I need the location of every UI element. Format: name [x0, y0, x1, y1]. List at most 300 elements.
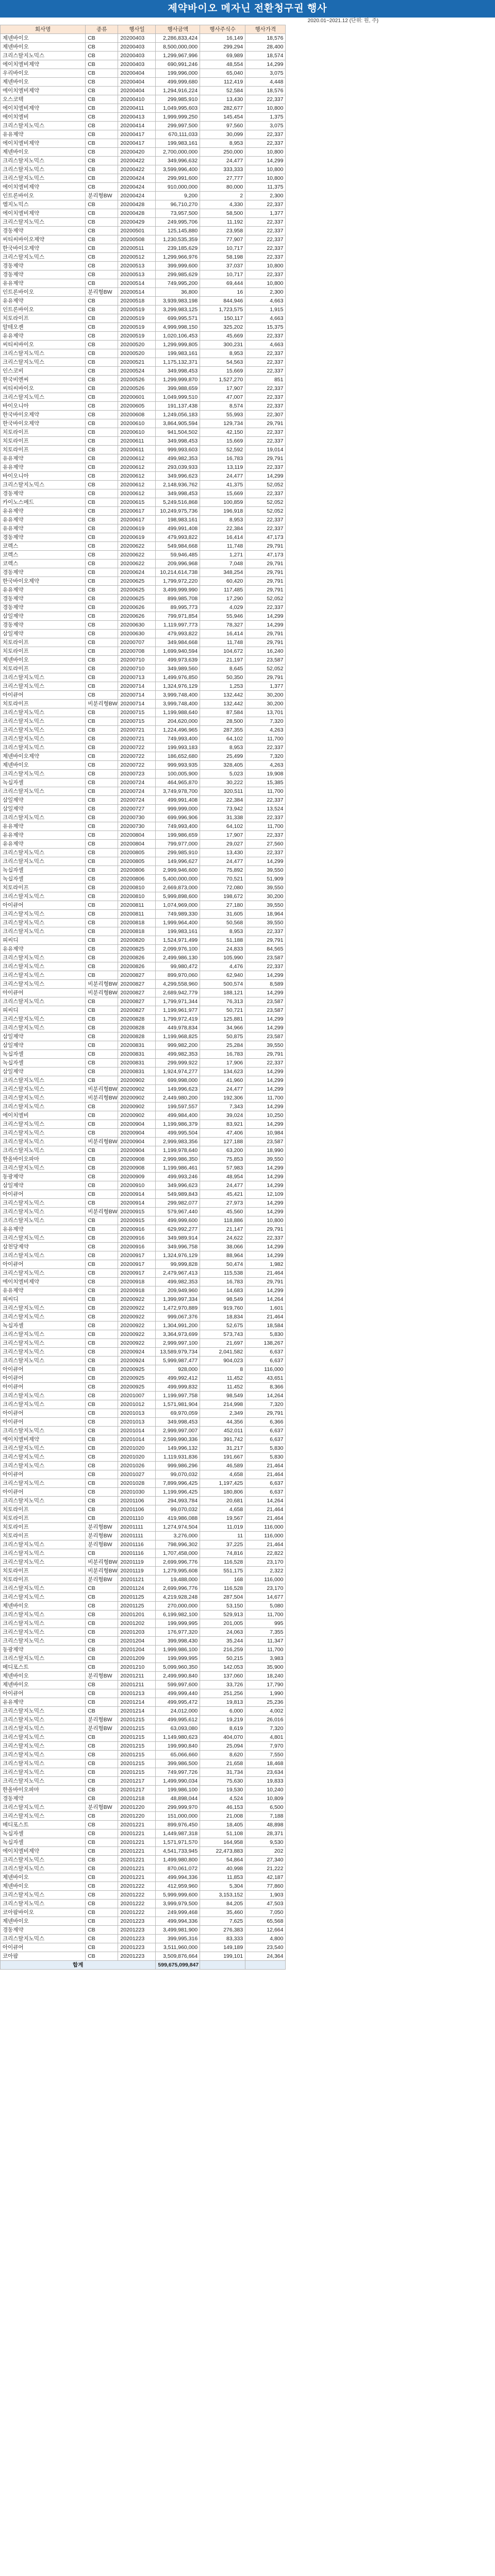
- cell-blank: [286, 1111, 495, 1120]
- cell-blank: [286, 612, 495, 621]
- cell-amount: 699,995,571: [156, 314, 200, 323]
- cell-type: CB: [86, 1900, 118, 1908]
- cell-date: 20200625: [118, 577, 156, 586]
- cell-company: 크리스탈지노믹스: [1, 927, 86, 936]
- cell-shares: 28,500: [200, 717, 245, 726]
- table-row: [1, 761, 495, 770]
- cell-shares: 17,907: [200, 831, 245, 840]
- cell-price: 1,377: [245, 209, 286, 218]
- cell-shares: 391,742: [200, 1435, 245, 1444]
- table-row: [1, 1759, 495, 1768]
- cell-blank: [286, 1812, 495, 1821]
- table-row: [1, 770, 495, 778]
- cell-shares: 7,625: [200, 1917, 245, 1926]
- cell-amount: 2,699,996,776: [156, 1584, 200, 1593]
- cell-price: 22,337: [245, 743, 286, 752]
- cell-blank: [286, 708, 495, 717]
- cell-amount: 1,199,968,825: [156, 1032, 200, 1041]
- table-row: [1, 1050, 495, 1059]
- cell-type: CB: [86, 1234, 118, 1243]
- cell-type: CB: [86, 1067, 118, 1076]
- cell-shares: 19,530: [200, 1786, 245, 1794]
- total-amount: 599,675,099,847: [156, 1961, 200, 1970]
- cell-price: 18,576: [245, 87, 286, 95]
- table-row: [1, 831, 495, 840]
- header-price: 행사가격: [245, 25, 286, 34]
- cell-company: 유유제약: [1, 1225, 86, 1234]
- cell-blank: [286, 682, 495, 691]
- cell-date: 20201214: [118, 1707, 156, 1716]
- cell-price: 14,299: [245, 1181, 286, 1190]
- cell-amount: 499,992,412: [156, 1374, 200, 1383]
- table-row: [1, 1952, 495, 1961]
- cell-price: 29,791: [245, 1050, 286, 1059]
- cell-amount: 479,993,822: [156, 630, 200, 638]
- cell-price: 22,337: [245, 796, 286, 805]
- cell-amount: 3,299,983,125: [156, 306, 200, 314]
- cell-shares: 105,990: [200, 954, 245, 962]
- table-row: [1, 892, 495, 901]
- cell-company: 에이치엘비: [1, 1111, 86, 1120]
- cell-shares: 45,560: [200, 1208, 245, 1216]
- cell-date: 20200428: [118, 200, 156, 209]
- cell-shares: 1,723,575: [200, 306, 245, 314]
- cell-shares: 276,383: [200, 1926, 245, 1935]
- cell-price: 15,375: [245, 323, 286, 332]
- table-row: [1, 1103, 495, 1111]
- cell-shares: 52,592: [200, 446, 245, 454]
- cell-date: 20201204: [118, 1637, 156, 1646]
- table-row: [1, 69, 495, 78]
- cell-shares: 348,254: [200, 568, 245, 577]
- table-row: [1, 1269, 495, 1278]
- cell-company: 제넨바이오: [1, 1882, 86, 1891]
- table-row: [1, 270, 495, 279]
- cell-type: 비분리형BW: [86, 980, 118, 989]
- cell-shares: 282,677: [200, 104, 245, 113]
- cell-shares: 31,605: [200, 910, 245, 919]
- cell-blank: [286, 78, 495, 87]
- cell-type: CB: [86, 1549, 118, 1558]
- cell-blank: [286, 1059, 495, 1067]
- cell-blank: [286, 1103, 495, 1111]
- cell-type: CB: [86, 691, 118, 700]
- table-row: [1, 1400, 495, 1409]
- cell-price: 29,791: [245, 1278, 286, 1286]
- cell-blank: [286, 1444, 495, 1453]
- cell-shares: 29,027: [200, 840, 245, 849]
- cell-amount: 870,061,072: [156, 1865, 200, 1873]
- cell-amount: 1,149,980,623: [156, 1733, 200, 1742]
- cell-amount: 5,249,516,868: [156, 498, 200, 507]
- cell-price: 65,568: [245, 1917, 286, 1926]
- cell-company: 크리스탈지노믹스: [1, 1330, 86, 1339]
- table-header-row: [1, 25, 495, 34]
- table-row: [1, 1891, 495, 1900]
- table-row: [1, 288, 495, 297]
- cell-amount: 670,111,033: [156, 130, 200, 139]
- cell-price: 22,337: [245, 402, 286, 411]
- cell-company: 크리스탈지노믹스: [1, 735, 86, 743]
- cell-date: 20200520: [118, 341, 156, 349]
- cell-shares: 919,760: [200, 1304, 245, 1313]
- cell-type: CB: [86, 1829, 118, 1838]
- cell-shares: 904,023: [200, 1357, 245, 1365]
- cell-blank: [286, 1628, 495, 1637]
- cell-price: 14,299: [245, 971, 286, 980]
- table-row: [1, 1847, 495, 1856]
- cell-price: 7,970: [245, 1742, 286, 1751]
- cell-company: 크리스탈지노믹스: [1, 349, 86, 358]
- table-row: [1, 174, 495, 183]
- cell-blank: [286, 1847, 495, 1856]
- cell-price: 116,000: [245, 1365, 286, 1374]
- table-row: [1, 822, 495, 831]
- cell-price: 22,337: [245, 349, 286, 358]
- cell-price: 14,264: [245, 1295, 286, 1304]
- cell-company: 유유제약: [1, 586, 86, 595]
- cell-company: 메디포스트: [1, 1821, 86, 1829]
- cell-type: CB: [86, 533, 118, 542]
- cell-shares: 16,149: [200, 34, 245, 43]
- cell-type: CB: [86, 1357, 118, 1365]
- cell-date: 20200626: [118, 603, 156, 612]
- cell-amount: 499,973,639: [156, 656, 200, 665]
- cell-amount: 349,998,453: [156, 489, 200, 498]
- cell-date: 20200422: [118, 157, 156, 165]
- cell-amount: 999,993,603: [156, 446, 200, 454]
- cell-blank: [286, 34, 495, 43]
- cell-price: 29,791: [245, 568, 286, 577]
- cell-type: CB: [86, 262, 118, 270]
- cell-date: 20200429: [118, 218, 156, 227]
- cell-price: 14,299: [245, 1085, 286, 1094]
- cell-company: 크리스탈지노믹스: [1, 1593, 86, 1602]
- cell-price: 18,576: [245, 34, 286, 43]
- cell-shares: 1,253: [200, 682, 245, 691]
- cell-blank: [286, 1155, 495, 1164]
- cell-amount: 209,949,960: [156, 1286, 200, 1295]
- cell-blank: [286, 349, 495, 358]
- cell-type: CB: [86, 1943, 118, 1952]
- table-row: [1, 1786, 495, 1794]
- table-row: [1, 104, 495, 113]
- cell-amount: 2,700,000,000: [156, 148, 200, 157]
- cell-blank: [286, 533, 495, 542]
- cell-date: 20200404: [118, 87, 156, 95]
- cell-blank: [286, 227, 495, 235]
- table-row: [1, 954, 495, 962]
- cell-company: 제넨바이오: [1, 1681, 86, 1689]
- table-row: [1, 384, 495, 393]
- cell-amount: 1,399,997,334: [156, 1295, 200, 1304]
- cell-price: 22,337: [245, 218, 286, 227]
- cell-company: 경동제약: [1, 568, 86, 577]
- cell-company: 크리스탈지노믹스: [1, 1479, 86, 1488]
- table-row: [1, 1716, 495, 1724]
- cell-amount: 1,924,974,277: [156, 1067, 200, 1076]
- cell-amount: 199,999,995: [156, 1619, 200, 1628]
- cell-price: 14,264: [245, 1497, 286, 1505]
- cell-company: 유유제약: [1, 840, 86, 849]
- cell-shares: 24,477: [200, 157, 245, 165]
- cell-date: 20200925: [118, 1374, 156, 1383]
- table-row: [1, 1821, 495, 1829]
- cell-price: 5,830: [245, 1330, 286, 1339]
- cell-blank: [286, 1260, 495, 1269]
- cell-price: 7,320: [245, 717, 286, 726]
- cell-price: 11,700: [245, 1611, 286, 1619]
- cell-shares: 11,748: [200, 542, 245, 551]
- cell-type: CB: [86, 139, 118, 148]
- cell-blank: [286, 1067, 495, 1076]
- cell-amount: 1,274,974,504: [156, 1523, 200, 1532]
- cell-price: 29,791: [245, 454, 286, 463]
- cell-blank: [286, 665, 495, 673]
- cell-blank: [286, 1856, 495, 1865]
- cell-amount: 2,286,833,424: [156, 34, 200, 43]
- table-row: [1, 1146, 495, 1155]
- cell-type: CB: [86, 1348, 118, 1357]
- cell-amount: 191,137,438: [156, 402, 200, 411]
- cell-date: 20200922: [118, 1330, 156, 1339]
- cell-date: 20200710: [118, 656, 156, 665]
- cell-blank: [286, 814, 495, 822]
- cell-amount: 928,000: [156, 1365, 200, 1374]
- cell-amount: 798,996,302: [156, 1540, 200, 1549]
- cell-date: 20201223: [118, 1943, 156, 1952]
- cell-type: CB: [86, 1129, 118, 1138]
- cell-price: 4,663: [245, 341, 286, 349]
- table-row: [1, 218, 495, 227]
- cell-type: CB: [86, 314, 118, 323]
- cell-shares: 48,954: [200, 1173, 245, 1181]
- cell-type: CB: [86, 814, 118, 822]
- cell-company: 크리스탈지노믹스: [1, 1803, 86, 1812]
- cell-type: CB: [86, 1663, 118, 1672]
- cell-amount: 270,000,000: [156, 1602, 200, 1611]
- cell-date: 20200727: [118, 805, 156, 814]
- cell-blank: [286, 1891, 495, 1900]
- cell-blank: [286, 411, 495, 419]
- cell-shares: 16,783: [200, 1278, 245, 1286]
- cell-company: 크리스탈지노믹스: [1, 1900, 86, 1908]
- cell-blank: [286, 1751, 495, 1759]
- cell-price: 22,337: [245, 235, 286, 244]
- cell-type: CB: [86, 1164, 118, 1173]
- cell-type: CB: [86, 104, 118, 113]
- cell-date: 20200508: [118, 235, 156, 244]
- cell-company: 인스코비: [1, 367, 86, 376]
- cell-type: CB: [86, 1479, 118, 1488]
- cell-type: CB: [86, 717, 118, 726]
- cell-type: CB: [86, 603, 118, 612]
- table-row: [1, 1199, 495, 1208]
- table-row: [1, 1444, 495, 1453]
- cell-amount: 198,983,161: [156, 516, 200, 524]
- cell-amount: 151,000,000: [156, 1812, 200, 1821]
- cell-amount: 1,999,986,100: [156, 1646, 200, 1654]
- cell-amount: 204,620,000: [156, 717, 200, 726]
- cell-blank: [286, 551, 495, 560]
- cell-price: 22,337: [245, 524, 286, 533]
- cell-shares: 50,568: [200, 919, 245, 927]
- cell-amount: 3,499,999,990: [156, 586, 200, 595]
- cell-amount: 63,093,080: [156, 1724, 200, 1733]
- cell-company: 한국바이오제약: [1, 419, 86, 428]
- table-row: [1, 857, 495, 866]
- cell-date: 20200818: [118, 927, 156, 936]
- table-row: [1, 1794, 495, 1803]
- cell-price: 22,822: [245, 1549, 286, 1558]
- conversion-table: [0, 25, 495, 1970]
- cell-price: 24,364: [245, 1952, 286, 1961]
- cell-blank: [286, 1689, 495, 1698]
- cell-type: CB: [86, 778, 118, 787]
- cell-date: 20200924: [118, 1348, 156, 1357]
- cell-date: 20201028: [118, 1479, 156, 1488]
- cell-type: CB: [86, 34, 118, 43]
- cell-price: 2,300: [245, 192, 286, 200]
- cell-company: 에이치엘비제약: [1, 139, 86, 148]
- cell-price: 30,200: [245, 700, 286, 708]
- cell-date: 20201026: [118, 1462, 156, 1470]
- cell-shares: 8,645: [200, 665, 245, 673]
- cell-company: 크리스탈지노믹스: [1, 1812, 86, 1821]
- cell-date: 20201106: [118, 1497, 156, 1505]
- cell-price: 47,173: [245, 551, 286, 560]
- table-row: [1, 1575, 495, 1584]
- table-row: [1, 638, 495, 647]
- table-row: [1, 60, 495, 69]
- cell-shares: 87,584: [200, 708, 245, 717]
- cell-company: 크리스탈지노믹스: [1, 682, 86, 691]
- cell-company: 아이큐어: [1, 1260, 86, 1269]
- cell-date: 20200820: [118, 936, 156, 945]
- cell-company: 크리스탈지노믹스: [1, 253, 86, 262]
- cell-date: 20200724: [118, 796, 156, 805]
- cell-date: 20201221: [118, 1821, 156, 1829]
- cell-company: 치토라이프: [1, 428, 86, 437]
- cell-date: 20200619: [118, 524, 156, 533]
- cell-blank: [286, 1094, 495, 1103]
- cell-company: 아이큐어: [1, 1470, 86, 1479]
- cell-price: 5,080: [245, 1602, 286, 1611]
- cell-shares: 115,538: [200, 1269, 245, 1278]
- table-row: [1, 691, 495, 700]
- cell-blank: [286, 60, 495, 69]
- cell-blank: [286, 1321, 495, 1330]
- table-row: [1, 1628, 495, 1637]
- cell-price: 22,337: [245, 358, 286, 367]
- table-row: [1, 43, 495, 52]
- table-row: [1, 1015, 495, 1024]
- cell-type: CB: [86, 1216, 118, 1225]
- cell-company: 씨티씨바이오제약: [1, 235, 86, 244]
- table-row: [1, 997, 495, 1006]
- cell-blank: [286, 954, 495, 962]
- cell-date: 20201125: [118, 1602, 156, 1611]
- cell-date: 20200424: [118, 192, 156, 200]
- cell-amount: 399,995,316: [156, 1935, 200, 1943]
- cell-blank: [286, 1041, 495, 1050]
- cell-type: 비분리형BW: [86, 989, 118, 997]
- cell-shares: 52,675: [200, 1321, 245, 1330]
- cell-date: 20200630: [118, 630, 156, 638]
- cell-price: 14,299: [245, 1243, 286, 1251]
- cell-blank: [286, 621, 495, 630]
- cell-blank: [286, 1575, 495, 1584]
- cell-amount: 1,049,995,603: [156, 104, 200, 113]
- cell-amount: 199,993,183: [156, 743, 200, 752]
- cell-amount: 499,994,336: [156, 1873, 200, 1882]
- cell-shares: 844,946: [200, 297, 245, 306]
- table-row: [1, 1260, 495, 1269]
- cell-price: 10,800: [245, 174, 286, 183]
- cell-date: 20200610: [118, 428, 156, 437]
- cell-date: 20200916: [118, 1243, 156, 1251]
- cell-shares: 17,907: [200, 384, 245, 393]
- cell-amount: 3,276,000: [156, 1532, 200, 1540]
- cell-company: 크리스탈지노믹스: [1, 1777, 86, 1786]
- cell-blank: [286, 726, 495, 735]
- table-row: [1, 1611, 495, 1619]
- cell-company: 경동제약: [1, 595, 86, 603]
- table-row: [1, 542, 495, 551]
- cell-price: 7,550: [245, 1751, 286, 1759]
- cell-company: 인트론바이오: [1, 192, 86, 200]
- cell-company: 녹십자셀: [1, 875, 86, 884]
- cell-price: 21,464: [245, 1505, 286, 1514]
- cell-amount: 199,990,840: [156, 1742, 200, 1751]
- cell-shares: 299,294: [200, 43, 245, 52]
- cell-company: 치토라이프: [1, 437, 86, 446]
- cell-type: CB: [86, 87, 118, 95]
- cell-amount: 349,996,632: [156, 157, 200, 165]
- cell-amount: 1,499,990,034: [156, 1777, 200, 1786]
- cell-shares: 54,563: [200, 358, 245, 367]
- cell-company: 크리스탈지노믹스: [1, 1856, 86, 1865]
- cell-type: CB: [86, 1698, 118, 1707]
- cell-amount: 5,999,898,600: [156, 892, 200, 901]
- cell-company: 유유제약: [1, 822, 86, 831]
- cell-date: 20201211: [118, 1672, 156, 1681]
- cell-company: 녹십자셀: [1, 1838, 86, 1847]
- cell-date: 20200806: [118, 875, 156, 884]
- cell-blank: [286, 1567, 495, 1575]
- cell-type: CB: [86, 752, 118, 761]
- cell-company: 아이큐어: [1, 1488, 86, 1497]
- cell-amount: 1,175,132,371: [156, 358, 200, 367]
- cell-shares: 5,023: [200, 770, 245, 778]
- cell-amount: 2,499,990,840: [156, 1672, 200, 1681]
- cell-type: CB: [86, 770, 118, 778]
- cell-price: 7,188: [245, 1812, 286, 1821]
- cell-price: 4,801: [245, 1733, 286, 1742]
- cell-amount: 499,995,612: [156, 1716, 200, 1724]
- cell-company: 크리스탈지노믹스: [1, 849, 86, 857]
- cell-price: 22,337: [245, 95, 286, 104]
- cell-date: 20201111: [118, 1523, 156, 1532]
- cell-blank: [286, 1803, 495, 1812]
- cell-blank: [286, 87, 495, 95]
- cell-date: 20201222: [118, 1900, 156, 1908]
- cell-company: 치토라이프: [1, 1523, 86, 1532]
- cell-type: CB: [86, 1225, 118, 1234]
- table-row: [1, 1882, 495, 1891]
- cell-amount: 1,074,969,000: [156, 901, 200, 910]
- cell-price: 22,337: [245, 428, 286, 437]
